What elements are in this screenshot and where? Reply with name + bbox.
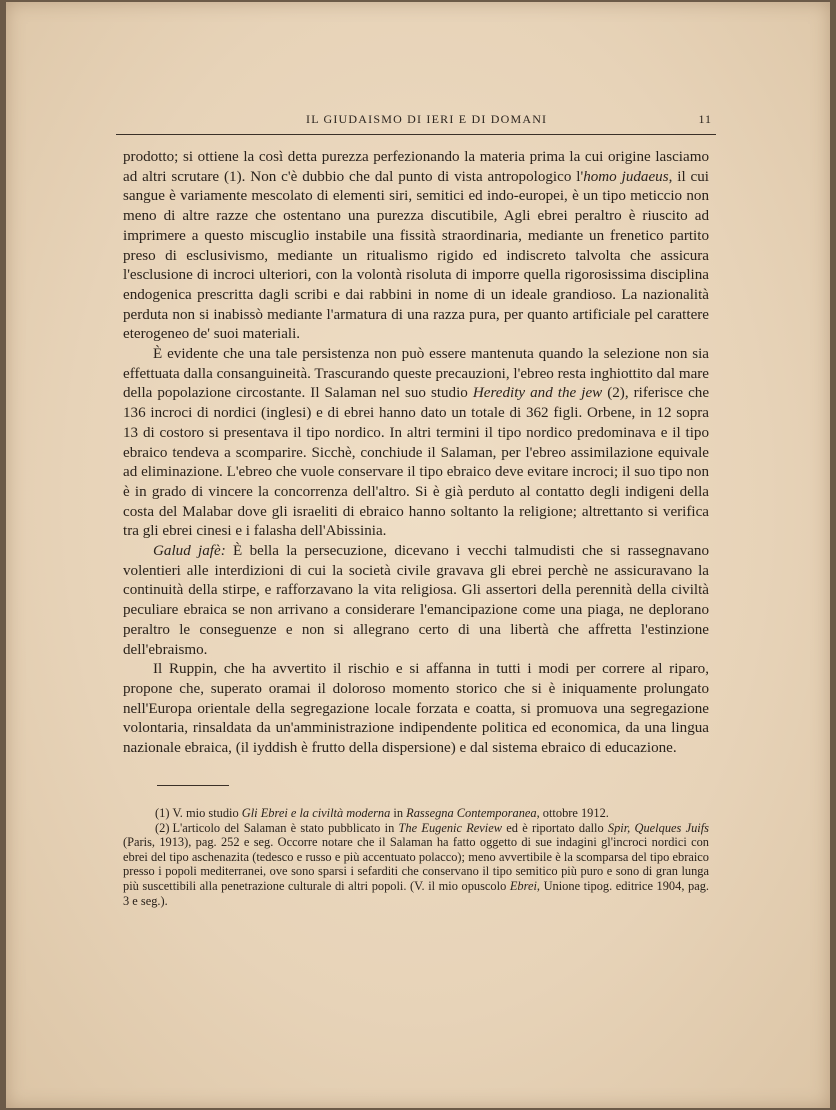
paragraph-1: prodotto; si ottiene la così detta purezza perfezionando la materia prima la cui origine lasciamo ad altri scrutare (1). Non c'è dubbio che dal punto di vista antropologico l'homo judaeus, il cui sangue è variamente mescolato di elementi siri, semitici ed indo-europei, è un tipo meticcio non meno di altre razze che ostentano una purezza discutibile, Agli ebrei peraltro è riuscito ad imprimere a questo miscuglio instabile una fissità straordinaria, mediante un frenetico partito preso di esclusivismo, mediante un ritualismo rigido ed indiscreto talvolta che assicura l'esclusione di incroci ulteriori, con la volontà risoluta di imporre quella rigorosissima disciplina endogenica prescritta dagli scribi e dai rabbini in nome di un ideale grandioso. La nazionalità perduta non si inabissò mediante l'armatura di una razza pura, per quanto artificiale pel carattere eterogeneo de' suoi materiali. [123,149,709,343]
page-number: 11 [698,112,712,126]
footnote-2: (2) L'articolo del Salaman è stato pubblicato in The Eugenic Review ed è riportato dallo Spir, Quelques Juifs (Paris, 1913), pag. 252 e seg. Occorre notare che il Salaman ha fatto oggetto di sue indagini gl'incroci nordici con ebrei del tipo aschenazita (tedesco e russo e più accentuato polacco); meno avvertibile è la scomparsa del tipo ebraico presso i popoli mediterranei, ove sono sparsi i sefarditi che conservano il tipo semitico più puro e sono di gran lunga più suscettibili alla penetrazione culturale di altri popoli. (V. il mio opuscolo Ebrei, Unione tipog. editrice 1904, pag. 3 e seg.). [123,820,709,908]
running-title: IL GIUDAISMO DI IERI E DI DOMANI [306,112,548,126]
footnote-divider [157,785,229,786]
paragraph-3: Galud jafè: È bella la persecuzione, dicevano i vecchi talmudisti che si rassegnavano volentieri alle interdizioni di cui la società civile gravava gli ebrei perchè ne assicuravano la continuità della stirpe, e rafforzavano la vita religiosa. Gli assertori della perennità della civiltà peculiare ebraica se non arrivano a considerare l'emancipazione come una piaga, ne deplorano peraltro le conseguenze e non si allegrano certo di una libertà che affretta l'estinzione dell'ebraismo. [123,543,709,658]
page-header [116,108,716,135]
footnotes [123,806,709,908]
paragraph-2: È evidente che una tale persistenza non può essere mantenuta quando la selezione non sia effettuata dalla consanguineità. Trascurando queste precauzioni, l'ebreo resta inghiottito dal mare della popolazione circostante. Il Salaman nel suo studio Heredity and the jew (2), riferisce che 136 incroci di nordici (inglesi) e di ebrei hanno dato un totale di 362 figli. Orbene, in 12 sopra 13 di costoro si presentava il tipo nordico. In altri termini il tipo nordico predominava e il tipo ebraico tendeva a scomparire. Sicchè, conchiude il Salaman, per l'ebreo assimilazione equivale ad eliminazione. L'ebreo che vuole conservare il tipo ebraico deve evitare incroci; il suo tipo non è in grado di vincere la concorrenza dell'altro. Si è già perduto al contatto degli indigeni della costa del Malabar dove gli israeliti di ebraico hanno soltanto la religione; altrettanto si verifica tra gli ebrei cinesi e i falasha dell'Abissinia. [123,346,710,540]
paragraph-4: Il Ruppin, che ha avvertito il rischio e si affanna in tutti i modi per correre al riparo, propone che, superato oramai il doloroso momento storico che si è iniquamente prolungato nell'Europa orientale della segregazione locale forzata e coatta, si promuova una segregazione volontaria, rinsaldata da un'amministrazione indipendente politica ed economica, da una lingua nazionale ebraica, (il iyddish è frutto della dispersione) e dal sistema ebraico di educazione. [123,661,709,757]
body-text [123,148,709,759]
footnote-1: (1) V. mio studio Gli Ebrei e la civiltà moderna in Rassegna Contemporanea, ottobre 1912. [155,806,609,820]
book-page [6,2,830,1108]
